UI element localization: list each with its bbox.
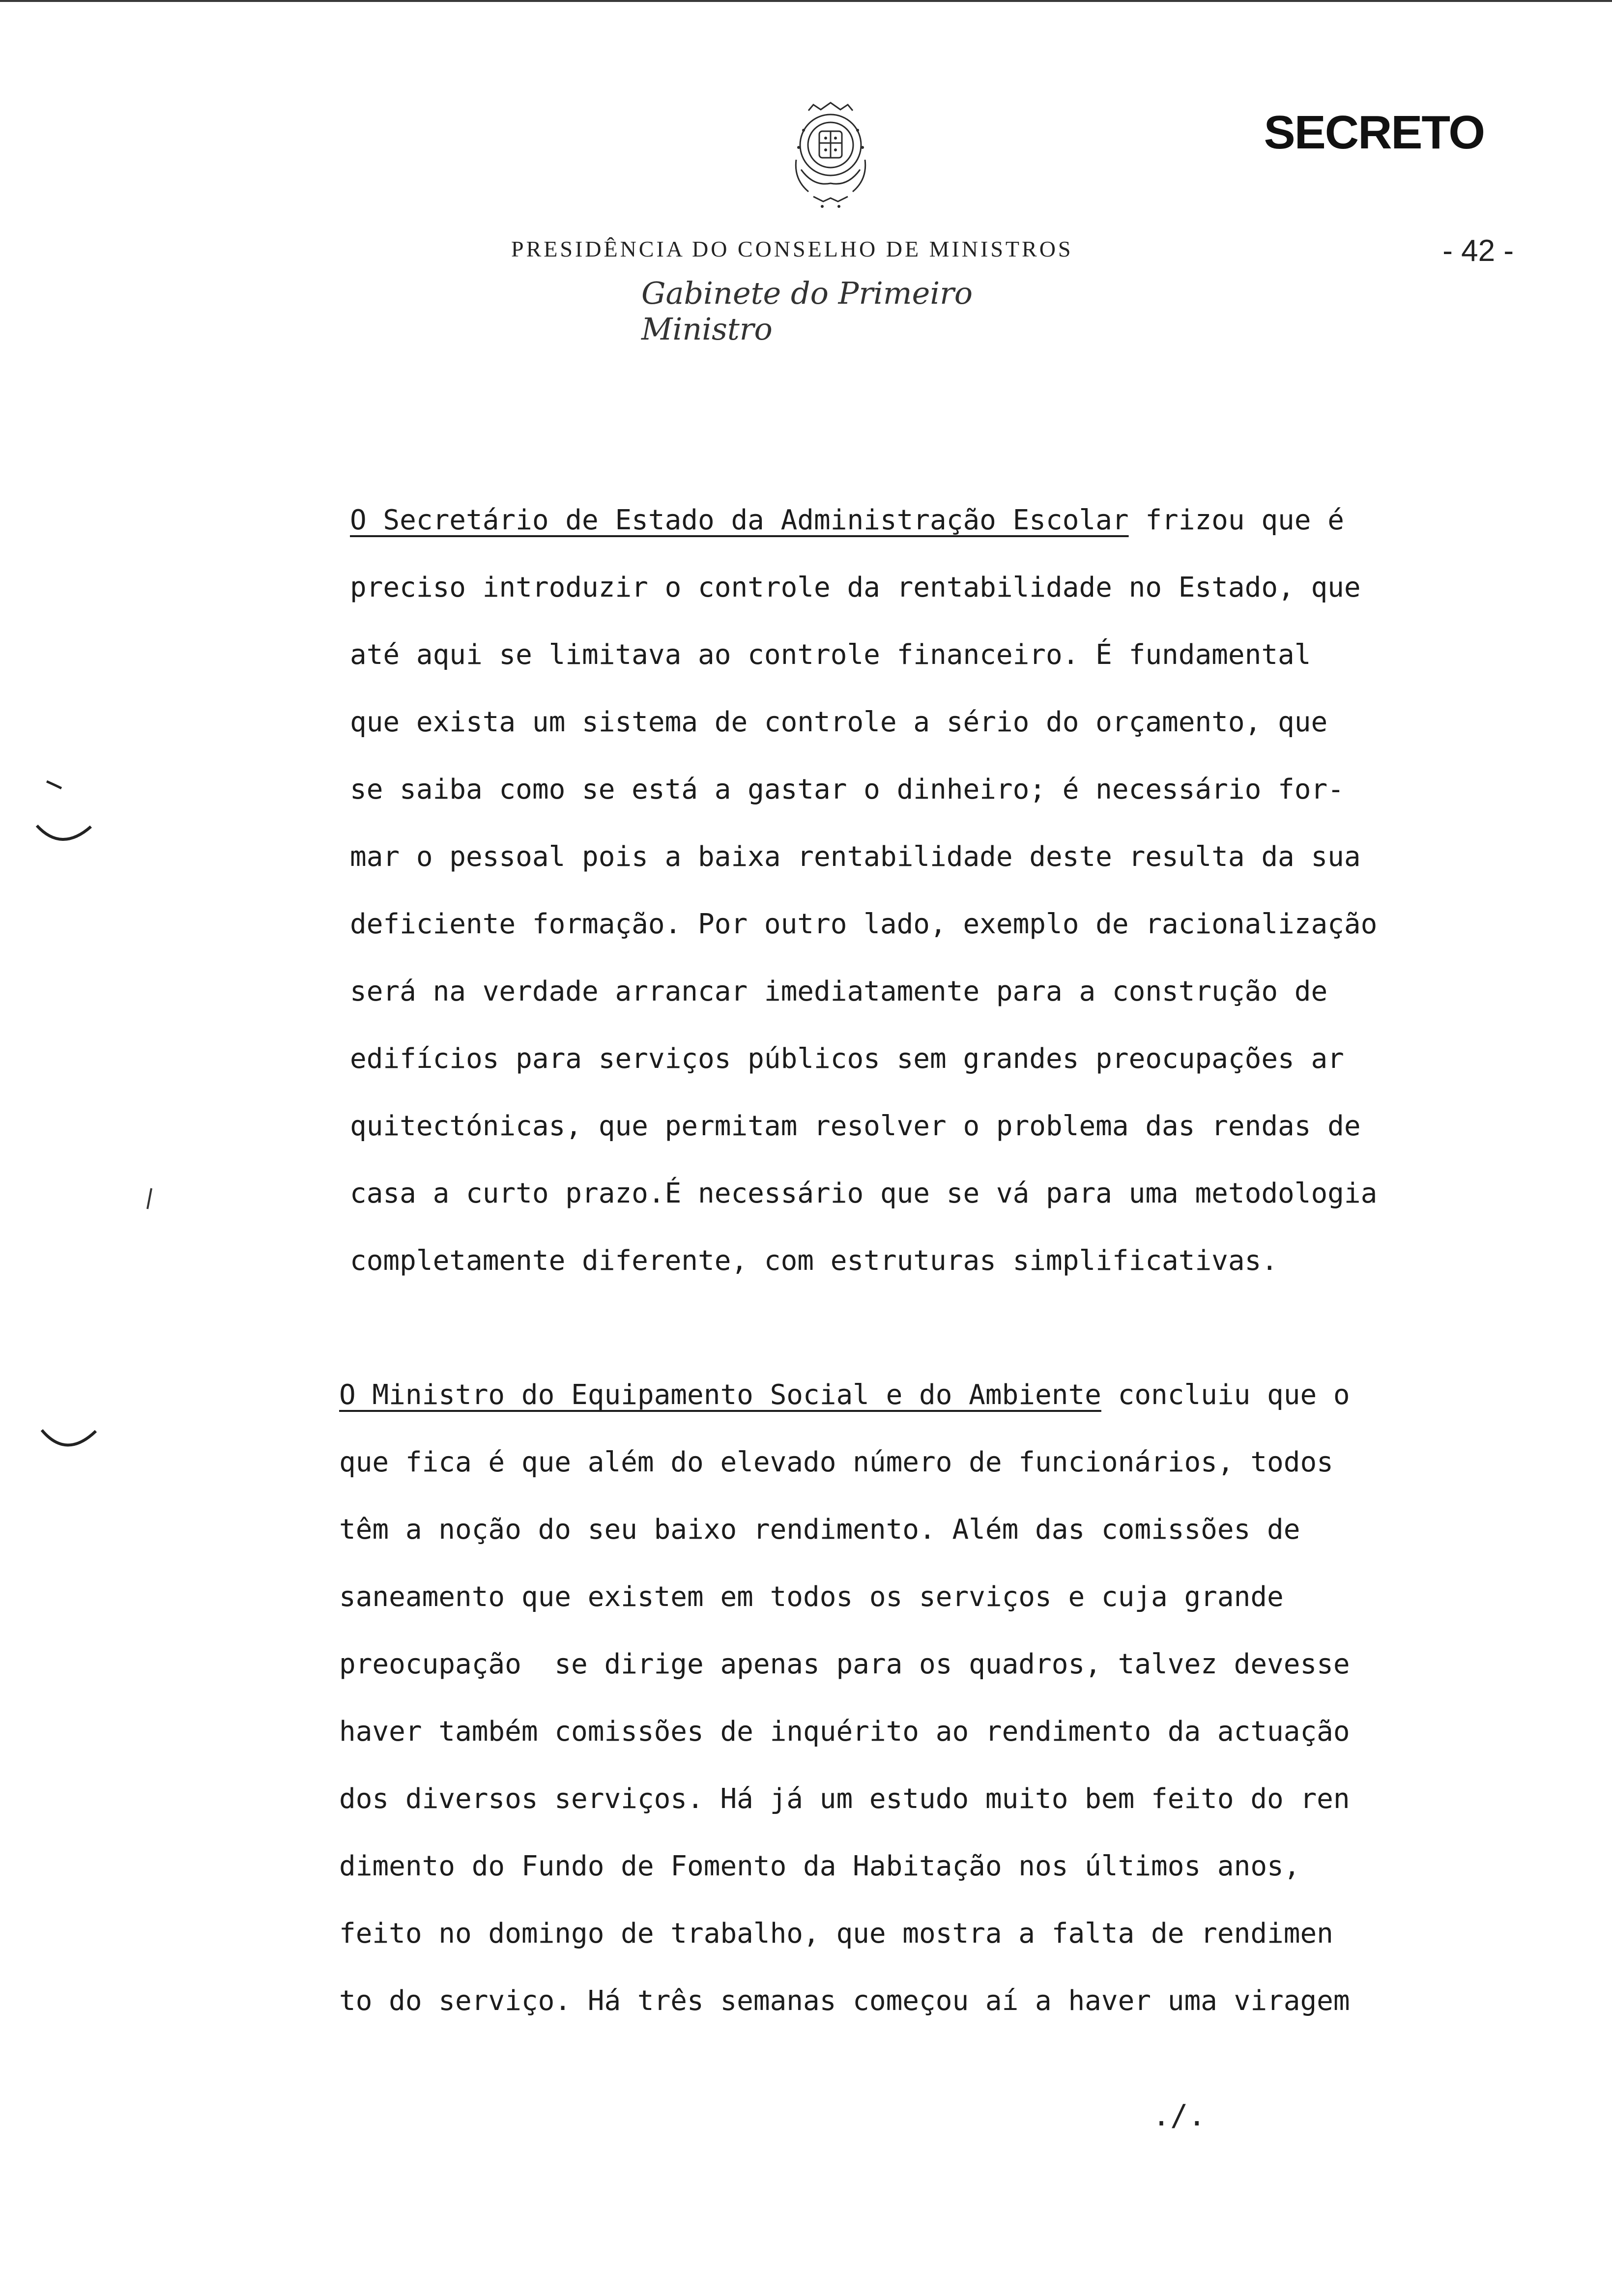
text-line: preocupação se dirige apenas para os quadros, talvez devesse [339, 1648, 1350, 1680]
text-line: edifícios para serviços públicos sem grandes preocupações ar [350, 1043, 1344, 1075]
coat-of-arms-seal-icon [774, 101, 887, 214]
text-line: haver também comissões de inquérito ao rendimento da actuação [339, 1716, 1350, 1748]
page-number: - 42 - [1442, 234, 1514, 268]
classification-stamp: SECRETO [1264, 106, 1484, 159]
scan-speck-icon [143, 1184, 157, 1214]
top-edge-rule [0, 0, 1612, 2]
text-line: completamente diferente, com estruturas simplificativas. [350, 1245, 1278, 1277]
minutes-paragraph [350, 487, 1377, 1294]
text-line: to do serviço. Há três semanas começou aí a haver uma viragem [339, 1985, 1350, 2017]
text-line: que exista um sistema de controle a sério do orçamento, que [350, 706, 1328, 738]
text-line: quitectónicas, que permitam resolver o problema das rendas de [350, 1110, 1361, 1142]
text-line: que fica é que além do elevado número de funcionários, todos [339, 1446, 1333, 1478]
speaker-name: O Ministro do Equipamento Social e do Ambiente [339, 1379, 1101, 1411]
speaker-name: O Secretário de Estado da Administração Escolar [350, 504, 1129, 536]
institution-heading: PRESIDÊNCIA DO CONSELHO DE MINISTROS [511, 236, 1073, 261]
cabinet-subheading: Gabinete do Primeiro Ministro [641, 275, 973, 347]
text-line: têm a noção do seu baixo rendimento. Além das comissões de [339, 1514, 1300, 1546]
text-line: se saiba como se está a gastar o dinheiro; é necessário for- [350, 774, 1344, 805]
binder-hole-mark-icon [32, 1415, 106, 1469]
text-line: preciso introduzir o controle da rentabilidade no Estado, que [350, 572, 1361, 603]
paragraph-first-line [339, 1361, 1350, 1429]
text-line: será na verdade arrancar imediatamente para a construção de [350, 976, 1328, 1007]
text-line: casa a curto prazo.É necessário que se vá para uma metodologia [350, 1177, 1378, 1209]
text-line: dos diversos serviços. Há já um estudo muito bem feito do ren [339, 1783, 1350, 1815]
text-line: concluiu que o [1101, 1379, 1350, 1411]
text-line: feito no domingo de trabalho, que mostra a falta de rendimen [339, 1918, 1333, 1950]
binder-hole-mark-icon [27, 772, 101, 855]
minutes-paragraph [339, 1361, 1350, 2035]
text-line: deficiente formação. Por outro lado, exemplo de racionalização [350, 908, 1378, 940]
text-line: mar o pessoal pois a baixa rentabilidade deste resulta da sua [350, 841, 1361, 873]
text-line: dimento do Fundo de Fomento da Habitação nos últimos anos, [339, 1850, 1300, 1882]
continuation-mark: ./. [1152, 2098, 1206, 2133]
text-line: até aqui se limitava ao controle financeiro. É fundamental [350, 639, 1311, 671]
text-line: saneamento que existem em todos os serviços e cuja grande [339, 1581, 1284, 1613]
text-line: frizou que é [1128, 504, 1344, 536]
paragraph-first-line [350, 487, 1377, 554]
